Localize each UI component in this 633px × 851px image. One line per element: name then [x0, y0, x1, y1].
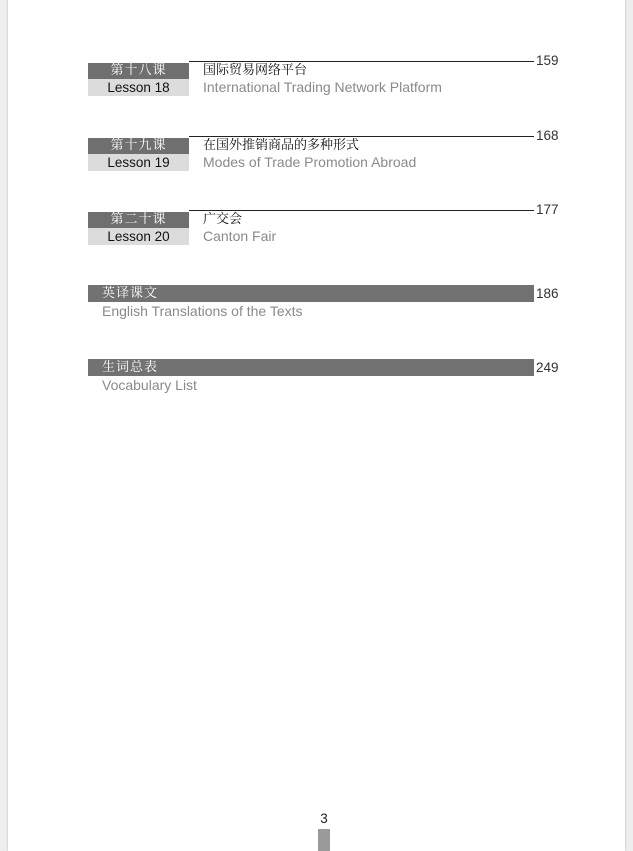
section-title-en: English Translations of the Texts — [102, 303, 303, 319]
lesson-number-en: Lesson 20 — [88, 228, 189, 245]
footer-page-tab — [318, 829, 330, 851]
section-title-cn: 生词总表 — [102, 360, 159, 375]
lesson-title-en: Modes of Trade Promotion Abroad — [203, 154, 417, 170]
toc-page-number: 249 — [536, 360, 559, 375]
lesson-number-cn: 第十九课 — [88, 138, 189, 154]
section-title-en: Vocabulary List — [102, 377, 197, 393]
toc-page-number: 159 — [536, 53, 559, 68]
lesson-number-en: Lesson 18 — [88, 79, 189, 96]
toc-page-number: 186 — [536, 286, 559, 301]
toc-entry-english-translations[interactable] — [88, 285, 568, 325]
leader-rule — [189, 61, 534, 62]
leader-rule — [189, 136, 534, 137]
toc-page-number: 168 — [536, 128, 559, 143]
lesson-title-cn: 在国外推销商品的多种形式 — [203, 138, 360, 153]
lesson-title-cn: 广交会 — [203, 212, 243, 227]
lesson-title-en: Canton Fair — [203, 228, 277, 244]
lesson-number-cn: 第二十课 — [88, 212, 189, 228]
lesson-number-en: Lesson 19 — [88, 154, 189, 171]
footer-page-number: 3 — [320, 811, 328, 826]
lesson-title-cn: 国际贸易网络平台 — [203, 63, 308, 78]
lesson-number-cn: 第十八课 — [88, 63, 189, 79]
toc-entry-vocabulary-list[interactable] — [88, 359, 568, 399]
toc-entry-lesson-20[interactable] — [88, 202, 568, 250]
toc-entry-lesson-18[interactable] — [88, 53, 568, 101]
lesson-title-en: International Trading Network Platform — [203, 79, 442, 95]
document-page — [8, 0, 625, 851]
toc-entry-lesson-19[interactable] — [88, 128, 568, 176]
section-title-cn: 英译课文 — [102, 286, 159, 301]
toc-page-number: 177 — [536, 202, 559, 217]
leader-rule — [189, 210, 534, 211]
